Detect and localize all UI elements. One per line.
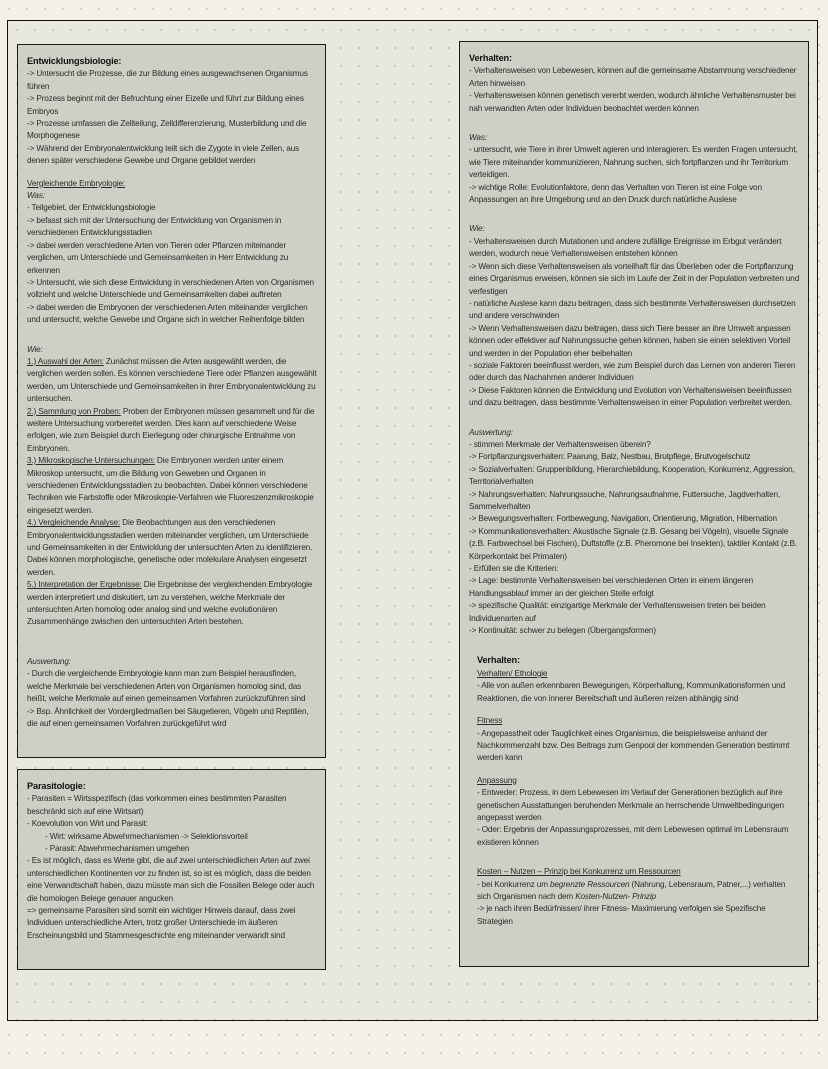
step-heading: 1.) Auswahl der Arten: xyxy=(27,356,104,366)
auswertung-line: -> Kommunikationsverhalten: Akustische Signale (z.B. Gesang bei Vögeln), visuelle Signale (z.B. Farbwechsel bei Fischen), Duftstoffe (z.B. Pheromone bei Insekten), taktiler Kontakt (z.B. Körperkontakt bei Primaten) xyxy=(469,526,798,561)
auswertung-line: -> spezifische Qualität: einzigartige Merkmale der Verhaltensweisen treten bei beiden Individuenarten auf xyxy=(469,601,766,623)
step-text: Die Ergebnisse der vergleichenden Embryologie werden interpretiert und diskutiert, um zu verstehen, welche Merkmale der untersuchten Arten homolog oder analog sind und welche evolutionären Zusammenhänge zwischen den untersuchten Arten bestehen. xyxy=(27,580,313,627)
entwicklung-line: -> Während der Embryonalentwicklung teilt sich die Zygote in viele Zellen, aus denen später verschiedene Gewebe und Organe gebildet werden xyxy=(27,143,300,166)
was-label: Was: xyxy=(469,133,487,143)
step-text: Die Beobachtungen aus den verschiedenen Embryonalentwicklungsstadien werden miteinander verglichen, um Unterschiede und Gemeinsamkeiten in der Entwicklung der untersuchten Arten zu identifizieren. Dabei können morphologische, genetische oder molekulare Analysen eingesetzt werden. xyxy=(27,518,313,577)
parasitologie-card xyxy=(17,769,326,970)
verhalten-title: Verhalten: xyxy=(469,53,512,63)
auswertung-line: -> Nahrungsverhalten: Nahrungssuche, Nahrungsaufnahme, Futtersuche, Jagdverhalten, Sammelverhalten xyxy=(469,489,781,511)
wie-line: - soziale Faktoren beeinflusst werden, wie zum Beispiel durch das Lernen von anderen Tieren oder durch das Nachahmen anderer Individuen xyxy=(469,360,796,383)
step-item xyxy=(27,455,317,517)
auswertung-line: -> Bewegungsverhalten: Fortbewegung, Navigation, Orientierung, Migration, Hibernation xyxy=(469,514,777,524)
parasitologie-subline: - Parasit: Abwehrmechanismen umgehen xyxy=(45,844,190,854)
ethologie-line: - Alle von außen erkennbaren Bewegungen, Körperhaltung, Kommunikationsformen und Reaktionen, die von innerer Bereitschaft und äußeren reizen abhängig sind xyxy=(477,681,785,703)
step-item xyxy=(27,406,317,456)
was-line: - untersucht, wie Tiere in ihrer Umwelt agieren und interagieren. Es werden Fragen untersucht, wie Tiere miteinander kommunizieren, Nahrung suchen, sich fortpflanzen und ihr Territorium verteidigen. xyxy=(469,145,798,180)
wie-line: - Verhaltensweisen durch Mutationen und andere zufällige Ereignisse im Erbgut verändert werden, wodurch neue Verhaltensweisen entstehen können xyxy=(469,236,782,259)
entwicklung-line: -> Untersucht die Prozesse, die zur Bildung eines ausgewachsenen Organismus führen xyxy=(27,69,308,91)
was-line: - Teilgebiet, der Entwicklungsbiologie xyxy=(27,203,156,213)
auswertung-label: Auswertung: xyxy=(27,656,71,666)
anpassung-line: - Oder: Ergebnis der Anpassungsprozesses, mit dem Lebewesen optimal im Lebensraum existieren können xyxy=(477,825,789,847)
wie-label: Wie: xyxy=(469,224,485,234)
auswertung-line: -> Fortpflanzungsverhalten: Paarung, Balz, Nestbau, Brutpflege, Brutvogelschutz xyxy=(469,452,751,462)
auswertung-label: Auswertung: xyxy=(469,427,513,437)
kosten-text: - bei Konkurrenz um xyxy=(477,879,550,889)
kosten-nutzen-line xyxy=(477,879,800,904)
step-heading: 3.) Mikroskopische Untersuchungen: xyxy=(27,456,155,466)
was-line: -> befasst sich mit der Untersuchung der Entwicklung von Organismen in verschiedenen Entwicklungsstadien xyxy=(27,215,282,238)
wie-line: -> Diese Faktoren können die Entwicklung und Evolution von Verhaltensweisen beeinflussen und dazu beitragen, dass bestimmte Verhaltensweisen in einer Population verbreitet werden. xyxy=(469,385,792,408)
wie-label: Wie: xyxy=(27,344,43,354)
parasitologie-title: Parasitologie: xyxy=(27,781,86,791)
kosten-emphasis: begrenzte Ressourcen xyxy=(550,879,630,889)
was-label: Was: xyxy=(27,191,45,201)
step-heading: 4.) Vergleichende Analyse: xyxy=(27,518,121,528)
ethologie-title: Verhalten: xyxy=(477,655,520,666)
step-heading: 2.) Sammlung von Proben: xyxy=(27,406,121,416)
was-line: -> wichtige Rolle: Evolutionfaktore, denn das Verhalten von Tieren ist eine Folge von Anpassungen an ihre Umgebung und an den Druck durch natürliche Auslese xyxy=(469,182,762,205)
step-text: Proben der Embryonen müssen gesammelt und für die weitere Untersuchung vorbereitet werden. Dies kann auf verschiedene Weise erfolgen, wie zum Beispiel durch Eierlegung oder chirurgische Entnahme von Embryonen. xyxy=(27,406,315,453)
parasitologie-line: - Es ist möglich, dass es Werte gibt, die auf zwei unterschiedlichen Arten auf zwei unterschiedlichen Kontinenten vor zu finden ist, so ist es möglich, dass die beiden eine Verwandtschaft haben, dazu müsste man sich die Fossilien Belege oder auch die homologen Belege genauer angucken xyxy=(27,856,315,903)
kosten-nutzen-line: -> je nach ihren Bedürfnissen/ ihrer Fitness- Maximierung verfolgen sie Spezifische Strategien xyxy=(477,904,766,926)
auswertung-line: - Erfüllen sie die Kriterien: xyxy=(469,564,559,574)
verhalten-line: - Verhaltensweisen können genetisch vererbt werden, wodurch ähnliche Verhaltensmuster bei nah verwandten Arten oder Individuen beobachtet werden können xyxy=(469,91,796,113)
verhalten-line: - Verhaltensweisen von Lebewesen, können auf die gemeinsame Abstammung verschiedener Arten hinweisen xyxy=(469,66,797,88)
kosten-text: (Nahrung, Lebensraum, Patner,...) verhalten sich Organismen nach dem xyxy=(477,879,786,901)
anpassung-line: - Entweder: Prozess, in dem Lebewesen im Verlauf der Generationen bezüglich auf ihre genetischen Ausstattungen beruhenden Merkmale an herrschende Umweltbedingungen angepasst werden xyxy=(477,788,784,822)
entwicklungsbiologie-card xyxy=(17,44,326,758)
ethologie-section xyxy=(477,654,800,928)
auswertung-line: -> Bsp. Ähnlichkeit der Vordergliedmaßen bei Säugetieren, Vögeln und Reptilien, die auf einen gemeinsamen Vorfahren zurückgeführt wird xyxy=(27,706,309,728)
kosten-emphasis: Kosten-Nutzen- Prinzip xyxy=(575,891,657,901)
fitness-heading: Fitness xyxy=(477,716,503,726)
auswertung-line: -> Lage: bestimmte Verhaltensweisen bei verschiedenen Orten in einem längeren Handlungsablauf immer an der gleichen Stelle erfolgt xyxy=(469,576,754,598)
wie-line: -> Wenn Verhaltensweisen dazu beitragen, dass sich Tiere besser an ihre Umwelt anpassen können oder effektiver auf Nahrungssuche gehen können, haben sie einen selektiven Vorteil und werden in der Population eher beibehalten xyxy=(469,323,791,358)
step-item xyxy=(27,356,317,406)
vergleichende-embryologie-heading: Vergleichende Embryologie: xyxy=(27,178,126,188)
parasitologie-subline: - Wirt: wirksame Abwehrmechanismen -> Selektionsvorteil xyxy=(45,831,248,841)
wie-line: -> Wenn sich diese Verhaltensweisen als vorteilhaft für das Überleben oder die Fortpflanzung eines Organismus erweisen, können sie sich im Laufe der Zeit in der Population verbreiten und verfestigen xyxy=(469,261,800,296)
parasitologie-line: - Koevolution von Wirt und Parasit: xyxy=(27,819,148,829)
auswertung-line: - stimmen Merkmale der Verhaltensweisen überein? xyxy=(469,439,651,449)
was-line: -> dabei werden verschiedene Arten von Tieren oder Pflanzen miteinander verglichen, um Unterschiede und Gemeinsamkeiten in Herr Entwicklung zu erkennen xyxy=(27,240,289,275)
parasitologie-line: - Parasiten = Wirtsspezifisch (das vorkommen eines bestimmten Parasiten beschränkt sich auf eine Wirtsart) xyxy=(27,794,287,816)
wie-line: - natürliche Auslese kann dazu beitragen, dass sich bestimmte Verhaltensweisen durchsetzen und andere verschwinden xyxy=(469,298,796,321)
was-line: -> dabei werden die Embryonen der verschiedenen Arten miteinander verglichen und untersucht, welche Gewebe und Organe sich in welcher Reihenfolge bilden xyxy=(27,302,308,325)
step-item xyxy=(27,517,317,579)
step-heading: 5.) Interpretation der Ergebnisse: xyxy=(27,580,142,590)
auswertung-line: -> Sozialverhalten: Gruppenbildung, Hierarchiebildung, Kooperation, Konkurrenz, Aggression, Territorialverhalten xyxy=(469,464,795,487)
step-text: Zunächst müssen die Arten ausgewählt werden, die verglichen werden sollen. Es können verschiedene Tiere oder Pflanzen ausgewählt werden, um Unterschiede und Gemeinsamkeiten in ihrer Embryonalentwicklung zu untersuchen. xyxy=(27,356,317,404)
auswertung-line: - Durch die vergleichende Embryologie kann man zum Beispiel herausfinden, welche Merkmale bei verschiedenen Arten von Organismen homolog sind, das heißt, welche Merkmale auf einen gemeinsamen Vorfahren zurückzuführen sind xyxy=(27,669,306,704)
ethologie-subtitle: Verhalten/ Ethologie xyxy=(477,668,548,678)
fitness-line: - Angepasstheit oder Tauglichkeit eines Organismus, die beispielsweise anhand der Nachkommenzahl bzw. Des Beitrags zum Genpool der kommenden Generation bestimmt werden kann xyxy=(477,728,790,763)
kosten-nutzen-heading: Kosten – Nutzen – Prinzip bei Konkurrenz um Ressourcen xyxy=(477,867,681,877)
entwicklung-title: Entwicklungsbiologie: xyxy=(27,56,122,66)
was-line: -> Untersucht, wie sich diese Entwicklung in verschiedenen Arten von Organismen vollzieht und welche Unterschiede und Gemeinsamkeiten dabei auftreten xyxy=(27,277,314,300)
anpassung-heading: Anpassung xyxy=(477,775,517,785)
auswertung-line: -> Kontinuität: schwer zu belegen (Übergangsformen) xyxy=(469,626,656,636)
entwicklung-line: -> Prozess beginnt mit der Befruchtung einer Eizelle und führt zur Bildung eines Embryos xyxy=(27,94,304,116)
entwicklung-line: -> Prozesse umfassen die Zellteilung, Zelldifferenzierung, Musterbildung und die Morphogenese xyxy=(27,119,307,141)
parasitologie-line: => gemeinsame Parasiten sind somit ein wichtiger Hinweis darauf, dass zwei Individuen unterschiedliche Arten, trotz großer Unterschiede im äußeren Erscheinungsbild und Stammesgeschichte eng miteinander verwandt sind xyxy=(27,906,296,940)
step-text: Die Embryonen werden unter einem Mikroskop untersucht, um die Bildung von Geweben und Organen in verschiedenen Entwicklungsstadien zu beobachten. Dabei können verschiedene Techniken wie Farbstoffe oder Mikroskopie-Verfahren wie Fluoreszenzmikroskopie eingesetzt werden. xyxy=(27,456,314,515)
verhalten-card xyxy=(459,41,809,967)
step-item xyxy=(27,579,317,629)
